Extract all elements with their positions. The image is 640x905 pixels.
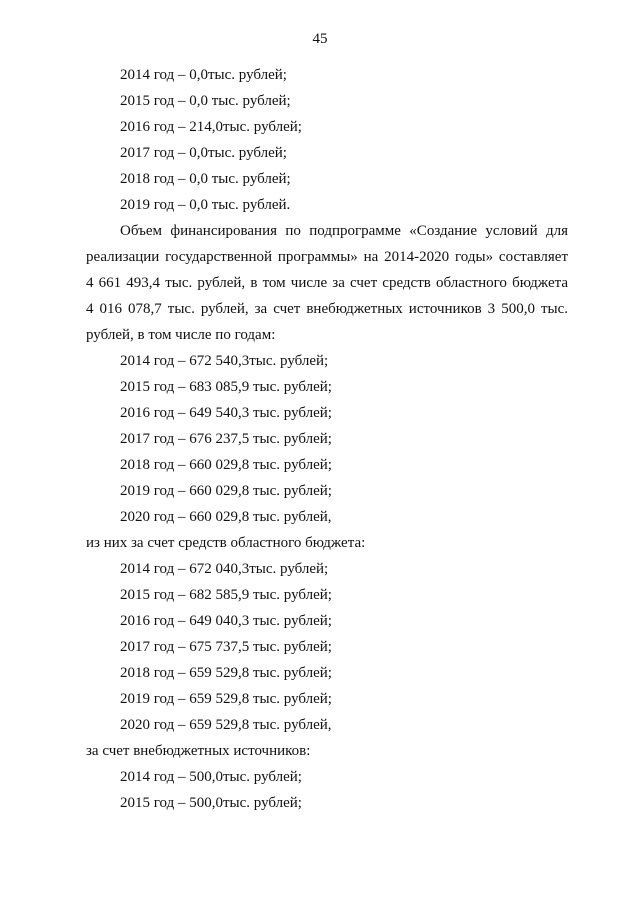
funding-line: 2015 год – 683 085,9 тыс. рублей; [120, 379, 332, 395]
funding-line: 2019 год – 0,0 тыс. рублей. [120, 197, 291, 213]
paragraph-line: рублей, в том числе по годам: [86, 327, 276, 343]
funding-line: 2016 год – 214,0тыс. рублей; [120, 119, 302, 135]
funding-line: 2017 год – 676 237,5 тыс. рублей; [120, 431, 332, 447]
paragraph-line: 4 661 493,4 тыс. рублей, в том числе за счет средств областного бюджета [86, 275, 568, 291]
extrabudget-heading: за счет внебюджетных источников: [86, 743, 311, 759]
funding-line: 2018 год – 0,0 тыс. рублей; [120, 171, 291, 187]
funding-line: 2019 год – 660 029,8 тыс. рублей; [120, 483, 332, 499]
funding-line: 2018 год – 660 029,8 тыс. рублей; [120, 457, 332, 473]
funding-line: 2016 год – 649 040,3 тыс. рублей; [120, 613, 332, 629]
paragraph-line: Объем финансирования по подпрограмме «Создание условий для [120, 223, 568, 239]
funding-line: 2015 год – 682 585,9 тыс. рублей; [120, 587, 332, 603]
funding-line: 2014 год – 672 040,3тыс. рублей; [120, 561, 329, 577]
paragraph-line: 4 016 078,7 тыс. рублей, за счет внебюджетных источников 3 500,0 тыс. [86, 301, 568, 317]
funding-line: 2014 год – 0,0тыс. рублей; [120, 67, 287, 83]
funding-line: 2019 год – 659 529,8 тыс. рублей; [120, 691, 332, 707]
funding-line: 2020 год – 659 529,8 тыс. рублей, [120, 717, 332, 733]
funding-line: 2017 год – 0,0тыс. рублей; [120, 145, 287, 161]
paragraph-line: реализации государственной программы» на 2014-2020 годы» составляет [86, 249, 568, 265]
funding-line: 2015 год – 500,0тыс. рублей; [120, 795, 302, 811]
funding-line: 2014 год – 500,0тыс. рублей; [120, 769, 302, 785]
regional-budget-heading: из них за счет средств областного бюджета: [86, 535, 366, 551]
page-number: 45 [312, 31, 328, 47]
funding-line: 2018 год – 659 529,8 тыс. рублей; [120, 665, 332, 681]
funding-line: 2020 год – 660 029,8 тыс. рублей, [120, 509, 332, 525]
funding-line: 2016 год – 649 540,3 тыс. рублей; [120, 405, 332, 421]
funding-line: 2017 год – 675 737,5 тыс. рублей; [120, 639, 332, 655]
funding-line: 2014 год – 672 540,3тыс. рублей; [120, 353, 329, 369]
funding-line: 2015 год – 0,0 тыс. рублей; [120, 93, 291, 109]
document-body [86, 66, 568, 820]
